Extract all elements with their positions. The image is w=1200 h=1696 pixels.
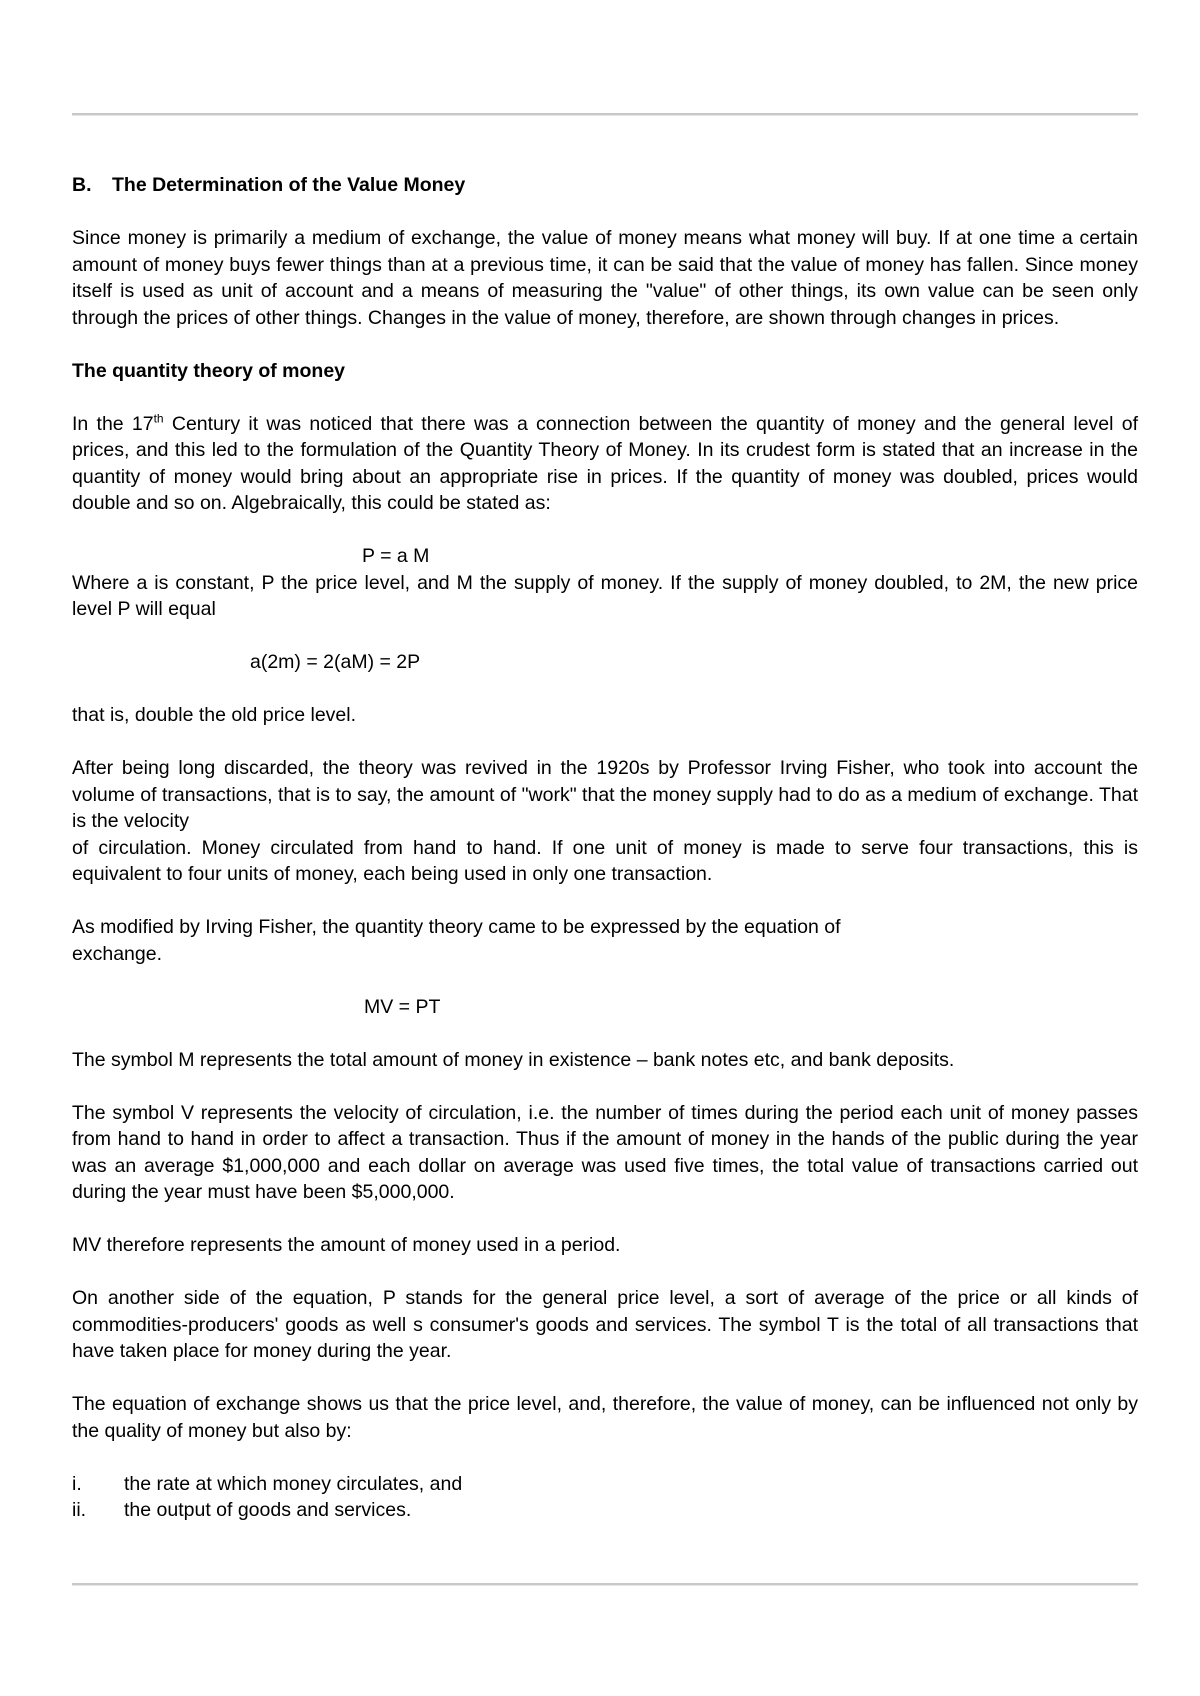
- list-item-text: the rate at which money circulates, and: [124, 1472, 463, 1495]
- list-marker: i.: [72, 1472, 82, 1495]
- paragraph-century: [72, 411, 1138, 517]
- paragraph-intro: Since money is primarily a medium of exchange, the value of money means what money will buy. If at one time a certain amount of money buys fewer things than at a previous time, it can be said that the value of money has fallen. Since money itself is used as unit of account and a means of measuring the "value" of other things, its own value can be seen only through the prices of other things. Changes in the value of money, therefore, are shown through changes in prices.: [72, 227, 1138, 329]
- document-body: [72, 172, 1138, 1524]
- list-marker: ii.: [72, 1499, 87, 1521]
- equation-doubled: a(2m) = 2(aM) = 2P: [250, 651, 421, 673]
- paragraph-mv: MV therefore represents the amount of money used in a period.: [72, 1234, 621, 1256]
- header-rule: [72, 113, 1138, 115]
- paragraph-fisher-second: of circulation. Money circulated from hand to hand. If one unit of money is made to serve four transactions, this is equivalent to four units of money, each being used in only one transaction.: [72, 836, 1138, 885]
- century-superscript: th: [153, 411, 164, 425]
- paragraph-symbol-v: The symbol V represents the velocity of circulation, i.e. the number of times during the period each unit of money passes from hand to hand in order to affect a transaction. Thus if the amount of money in the hands of the public during the year was an average $1,000,000 and each dollar on average was used five times, the total value of transactions carried out during the year must have been $5,000,000.: [72, 1101, 1138, 1203]
- influence-list: [72, 1471, 1138, 1524]
- list-item: [72, 1497, 1138, 1524]
- footer-rule: [72, 1583, 1138, 1585]
- century-text-after: Century it was noticed that there was a connection between the quantity of money and the general level of prices, and this led to the formulation of the Quantity Theory of Money. In its crudest form is stated that an increase in the quantity of money would bring about an appropriate rise in prices. If the quantity of money was doubled, prices would double and so on. Algebraically, this could be stated as:: [72, 412, 1138, 514]
- subheading: The quantity theory of money: [72, 359, 346, 382]
- list-item-text: the output of goods and services.: [124, 1499, 412, 1521]
- paragraph-modified-first: As modified by Irving Fisher, the quantity theory came to be expressed by the equation of: [72, 916, 841, 938]
- paragraph-equation-shows: The equation of exchange shows us that the price level, and, therefore, the value of money, can be influenced not only by the quality of money but also by:: [72, 1393, 1138, 1442]
- section-title: The Determination of the Value Money: [112, 174, 466, 196]
- paragraph-symbol-m: The symbol M represents the total amount of money in existence – bank notes etc, and bank deposits.: [72, 1048, 955, 1071]
- list-item: [72, 1471, 1138, 1498]
- equation-p-am: P = a M: [362, 545, 430, 567]
- paragraph-modified-second: exchange.: [72, 942, 162, 965]
- equation-mv-pt: MV = PT: [364, 995, 441, 1018]
- paragraph-where: Where a is constant, P the price level, and M the supply of money. If the supply of money doubled, to 2M, the new price level P will equal: [72, 571, 1138, 620]
- paragraph-double: that is, double the old price level.: [72, 704, 357, 726]
- paragraph-other-side: On another side of the equation, P stands for the general price level, a sort of average of the price or all kinds of commodities-producers' goods as well s consumer's goods and services. The symbol T is the total of all transactions that have taken place for money during the year.: [72, 1287, 1138, 1362]
- section-heading: [72, 172, 1138, 199]
- section-number: B.: [72, 174, 92, 196]
- century-text-before: In the 17: [72, 412, 154, 435]
- paragraph-fisher-first: After being long discarded, the theory was revived in the 1920s by Professor Irving Fisher, who took into account the volume of transactions, that is to say, the amount of "work" that the money supply had to do as a medium of exchange. That is the velocity: [72, 757, 1138, 832]
